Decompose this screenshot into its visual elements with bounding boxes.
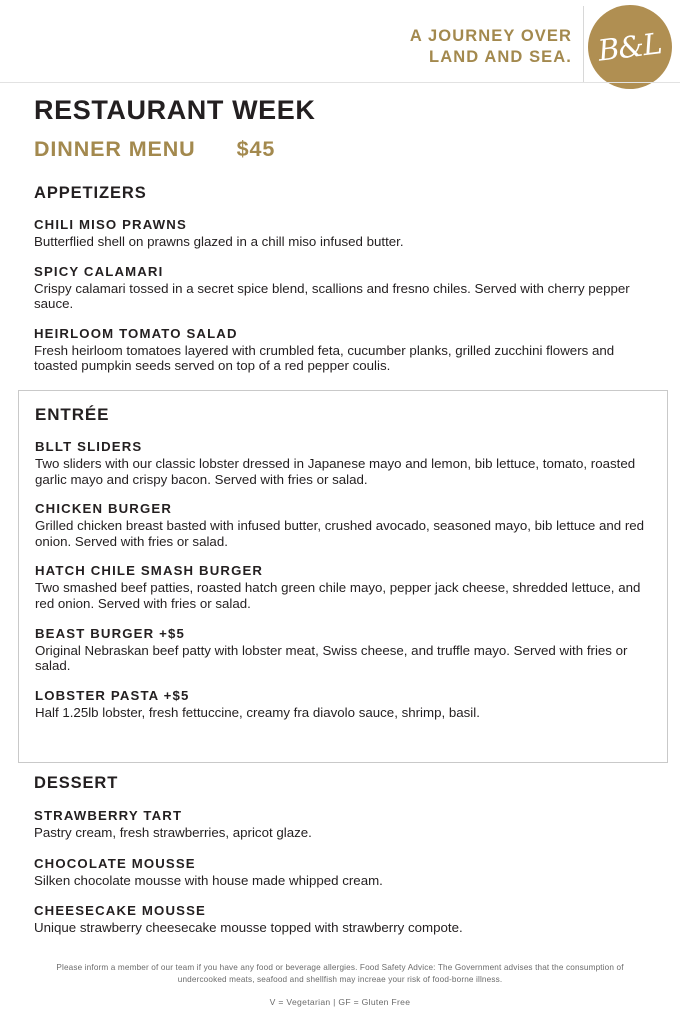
menu-item-description: Butterflied shell on prawns glazed in a chill miso infused butter. — [34, 234, 404, 249]
header-rule — [0, 82, 680, 83]
allergy-disclaimer: Please inform a member of our team if you have any food or beverage allergies. Food Safety Advice: The Government advises that the consumption of undercooked meats, seafood and shellfish may increae your risk of food-borne illness. — [56, 963, 624, 984]
menu-item — [34, 264, 646, 312]
section-heading-appetizers: APPETIZERS — [34, 184, 147, 202]
brand-logo — [588, 5, 672, 89]
menu-item-description: Grilled chicken breast basted with infused butter, crushed avocado, seasoned mayo, bib lettuce and red onion. Served with fries or salad. — [35, 518, 645, 549]
dietary-key: V = Vegetarian | GF = Gluten Free — [269, 997, 411, 1007]
menu-item — [35, 688, 651, 721]
menu-item — [34, 903, 654, 936]
menu-item — [34, 808, 654, 841]
brand-tagline — [410, 26, 572, 68]
tagline-line-1: A JOURNEY OVER — [409, 27, 572, 45]
menu-item-name: CHILI MISO PRAWNS — [34, 217, 187, 232]
section-heading-dessert: DESSERT — [34, 774, 119, 792]
menu-item-description: Original Nebraskan beef patty with lobster meat, Swiss cheese, and truffle mayo. Served with fries or salad. — [35, 642, 628, 674]
menu-item — [35, 626, 651, 674]
menu-item-description: Two smashed beef patties, roasted hatch green chile mayo, pepper jack cheese, shredded lettuce, and red onion. Served with fries or salad. — [35, 580, 641, 611]
menu-item-description: Two sliders with our classic lobster dressed in Japanese mayo and lemon, bib lettuce, tomato, roasted garlic mayo and crispy bacon. Served with fries or salad. — [35, 456, 636, 487]
header-divider — [583, 6, 584, 82]
menu-item-name: STRAWBERRY TART — [34, 808, 183, 823]
menu-item-description: Pastry cream, fresh strawberries, apricot glaze. — [34, 825, 312, 840]
menu-item-description: Silken chocolate mousse with house made whipped cream. — [34, 872, 383, 888]
menu-subtitle-row — [34, 137, 646, 162]
page-footer — [0, 962, 680, 1007]
menu-item-description: Half 1.25lb lobster, fresh fettuccine, creamy fra diavolo sauce, shrimp, basil. — [35, 704, 480, 720]
menu-item-name: LOBSTER PASTA +$5 — [35, 687, 190, 703]
tagline-line-2: LAND AND SEA. — [429, 48, 572, 66]
menu-item-name: CHOCOLATE MOUSSE — [34, 855, 196, 871]
menu-item-name: SPICY CALAMARI — [34, 263, 164, 279]
menu-subtitle: DINNER MENU — [34, 137, 196, 161]
menu-item-description: Unique strawberry cheesecake mousse topped with strawberry compote. — [34, 920, 463, 936]
menu-item-name: CHEESECAKE MOUSSE — [34, 903, 206, 919]
menu-item — [35, 439, 651, 487]
menu-item — [35, 501, 651, 549]
menu-item-name: HATCH CHILE SMASH BURGER — [35, 563, 264, 579]
menu-item-name: BLLT SLIDERS — [35, 439, 143, 454]
page-header — [0, 0, 680, 82]
menu-item-name: HEIRLOOM TOMATO SALAD — [34, 325, 238, 341]
menu-item-name: BEAST BURGER +$5 — [35, 625, 185, 641]
dessert-section — [34, 774, 654, 936]
page-title: RESTAURANT WEEK — [34, 95, 316, 125]
logo-monogram-icon: B&L — [596, 25, 664, 68]
section-heading-entree: ENTRÉE — [35, 405, 110, 424]
menu-item — [34, 326, 646, 374]
menu-price: $45 — [236, 137, 276, 161]
menu-item — [34, 856, 654, 889]
menu-item — [35, 563, 651, 611]
menu-item-name: CHICKEN BURGER — [35, 501, 172, 517]
menu-item-description: Fresh heirloom tomatoes layered with crumbled feta, cucumber planks, grilled zucchini flowers and toasted pumpkin seeds served on top of a red pepper coulis. — [34, 342, 615, 374]
menu-item-description: Crispy calamari tossed in a secret spice blend, scallions and fresno chiles. Served with cherry pepper sauce. — [34, 280, 630, 312]
entree-section-box — [18, 390, 668, 763]
menu-body — [0, 95, 680, 374]
menu-item — [34, 217, 646, 250]
